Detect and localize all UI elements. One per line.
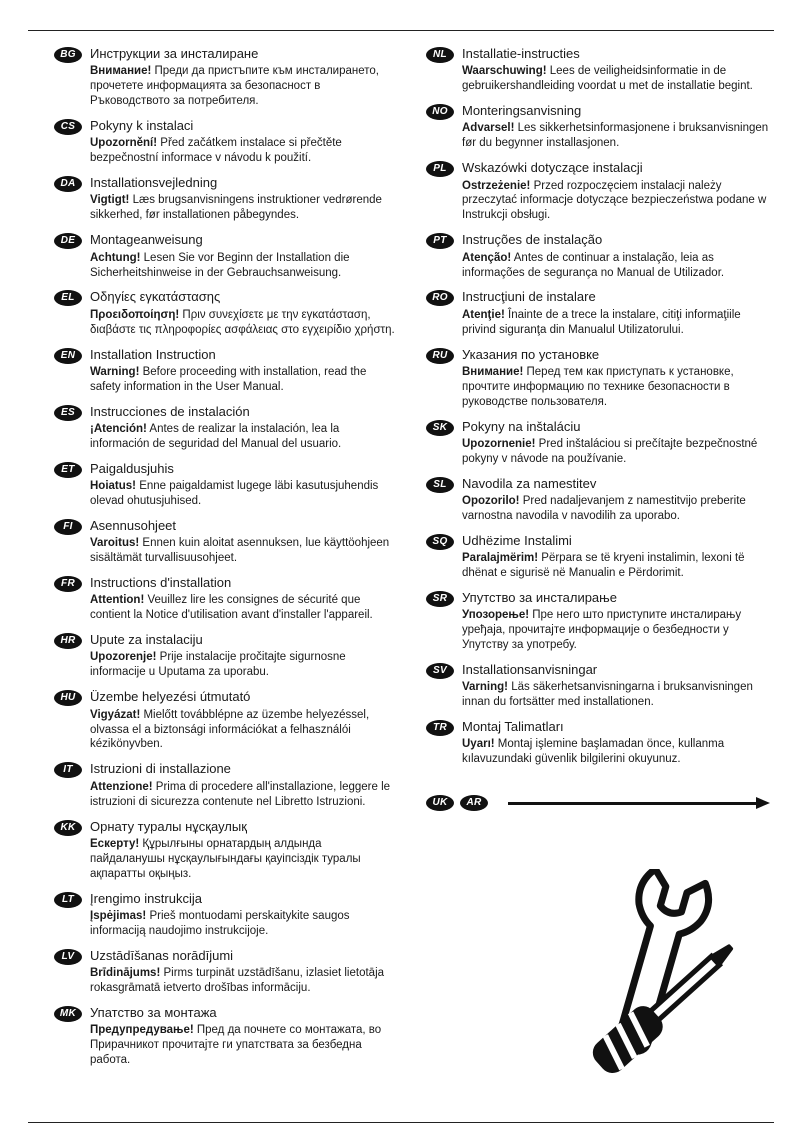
language-entry-content xyxy=(90,891,398,939)
warning-lead: Ескерту! xyxy=(90,837,140,850)
language-entry-content xyxy=(90,575,398,623)
warning-text xyxy=(462,680,770,710)
language-entry-content xyxy=(462,103,770,151)
language-title: Paigaldusjuhis xyxy=(90,460,174,476)
warning-rest: Prije instalacije pročitajte sigurnosne informacije u Uputama za uporabu. xyxy=(90,651,346,679)
warning-rest: Læs brugsanvisningens instruktioner vedrørende sikkerhed, før installationen påbegyndes. xyxy=(90,194,382,222)
language-title: Орнату туралы нұсқаулық xyxy=(90,818,247,834)
warning-lead: Warning! xyxy=(90,365,140,378)
bottom-rule xyxy=(28,1122,774,1123)
language-code-badge: BG xyxy=(54,47,82,63)
language-entry xyxy=(426,719,770,767)
language-code-badge: TR xyxy=(426,720,454,736)
warning-text xyxy=(462,608,770,653)
warning-text xyxy=(90,966,398,996)
warning-rest: Lees de veiligheidsinformatie in de gebruikershandleiding voordat u met de installatie begint. xyxy=(462,65,753,93)
language-title: Instrucţiuni de instalare xyxy=(462,289,596,305)
language-title: Упатство за монтажа xyxy=(90,1004,217,1020)
language-entry-content xyxy=(462,533,770,581)
language-code-badge: ES xyxy=(54,405,82,421)
warning-lead: Atenção! xyxy=(462,251,512,264)
warning-rest: Пре него што приступите инсталирању уређаја, прочитајте информације о безбедности у Упутству за употребу. xyxy=(462,609,742,652)
warning-lead: Vigtigt! xyxy=(90,194,130,207)
warning-text xyxy=(90,365,398,395)
language-entry xyxy=(426,46,770,94)
warning-text xyxy=(90,136,398,166)
language-title: Installation Instruction xyxy=(90,346,216,362)
language-title: Montaj Talimatları xyxy=(462,719,564,735)
warning-lead: Waarschuwing! xyxy=(462,65,547,78)
warning-lead: Упозорење! xyxy=(462,609,530,622)
right-column-entries xyxy=(426,46,770,767)
language-entry-content xyxy=(90,632,398,680)
language-title: Upute za instalaciju xyxy=(90,632,203,648)
warning-rest: Veuillez lire les consignes de sécurité que contient la Notice d'utilisation avant d'installer l'appareil. xyxy=(90,594,373,622)
warning-lead: Upozorenje! xyxy=(90,651,157,664)
language-entry xyxy=(54,461,398,509)
language-title: Üzembe helyezési útmutató xyxy=(90,689,251,705)
warning-lead: Varning! xyxy=(462,681,509,694)
language-entry xyxy=(426,103,770,151)
language-entry xyxy=(54,689,398,752)
warning-text xyxy=(462,308,770,338)
language-entry-content xyxy=(462,476,770,524)
warning-text xyxy=(90,536,398,566)
language-code-badge: RO xyxy=(426,290,454,306)
language-entry xyxy=(54,518,398,566)
language-title: Instrucciones de instalación xyxy=(90,403,250,419)
language-code-badge: SQ xyxy=(426,534,454,550)
warning-text xyxy=(462,551,770,581)
warning-text xyxy=(90,308,398,338)
warning-text xyxy=(462,121,770,151)
warning-lead: Предупредување! xyxy=(90,1024,194,1037)
warning-rest: Pred inštaláciou si prečítajte bezpečnostné pokyny v návode na používanie. xyxy=(462,437,758,465)
warning-rest: Pirms turpināt uzstādīšanu, izlasiet lietotāja rokasgrāmatā ietverto drošības informāciju. xyxy=(90,966,385,994)
language-code-badge: EN xyxy=(54,348,82,364)
language-entry xyxy=(54,404,398,452)
language-title: Asennusohjeet xyxy=(90,517,177,533)
language-entry-content xyxy=(462,419,770,467)
warning-lead: Ostrzeżenie! xyxy=(462,179,531,192)
language-entry-content xyxy=(462,347,770,410)
left-column xyxy=(54,46,398,1112)
language-title: Montageanweisung xyxy=(90,232,203,248)
language-entry-content xyxy=(90,518,398,566)
warning-rest: Prima di procedere all'installazione, leggere le istruzioni di sicurezza contenute nel Libretto Istruzioni. xyxy=(90,780,391,808)
language-title: Installatie-instructies xyxy=(462,46,580,61)
right-arrow-icon xyxy=(508,802,758,805)
warning-text xyxy=(462,494,770,524)
language-code-badge: SR xyxy=(426,591,454,607)
language-title: Указания по установке xyxy=(462,346,600,362)
warning-text xyxy=(462,365,770,410)
warning-text xyxy=(90,708,398,753)
language-entry xyxy=(54,118,398,166)
warning-text xyxy=(90,780,398,810)
warning-lead: ¡Atención! xyxy=(90,422,147,435)
language-entry xyxy=(54,289,398,337)
language-entry xyxy=(426,289,770,337)
language-entry xyxy=(54,46,398,109)
warning-rest: Antes de realizar la instalación, lea la información de seguridad del Manual del usuario. xyxy=(90,422,342,450)
language-code-badge: FR xyxy=(54,576,82,592)
language-entry-content xyxy=(462,160,770,223)
language-entry-content xyxy=(462,590,770,653)
warning-rest: Enne paigaldamist lugege läbi kasutusjuhendis olevad ohutusjuhised. xyxy=(90,480,379,507)
warning-text xyxy=(462,437,770,467)
warning-lead: Upozornenie! xyxy=(462,437,536,450)
language-entry-content xyxy=(90,948,398,996)
language-entry xyxy=(426,160,770,223)
language-entry-content xyxy=(90,347,398,395)
language-title: Instruções de instalação xyxy=(462,232,603,248)
language-title: Istruzioni di installazione xyxy=(90,761,231,777)
language-entry-content xyxy=(90,819,398,882)
language-entry xyxy=(426,347,770,410)
right-column xyxy=(426,46,770,1112)
language-code-badge-ar: AR xyxy=(460,795,488,811)
language-entry xyxy=(426,662,770,710)
language-code-badge: NL xyxy=(426,47,454,63)
language-entry xyxy=(54,891,398,939)
top-rule xyxy=(28,30,774,31)
warning-lead: Opozorilo! xyxy=(462,495,520,507)
language-code-badge: CS xyxy=(54,119,82,135)
language-entry xyxy=(426,476,770,524)
warning-lead: Προειδοποίηση! xyxy=(90,308,180,321)
language-code-badge: FI xyxy=(54,519,82,535)
warning-text xyxy=(90,837,398,882)
language-title: Wskazówki dotyczące instalacji xyxy=(462,160,643,176)
language-title: Инструкции за инсталиране xyxy=(90,46,259,61)
warning-rest: Пред да почнете со монтажата, во Прирачникот прочитајте ги упатствата за безбедна работа. xyxy=(90,1024,382,1066)
warning-rest: Läs säkerhetsanvisningarna i bruksanvisningen innan du fortsätter med installationen. xyxy=(462,681,753,709)
warning-lead: Paralajmërim! xyxy=(462,552,539,565)
language-entry xyxy=(54,761,398,809)
footer-language-row xyxy=(426,795,770,811)
language-entry xyxy=(54,819,398,882)
language-code-badge: SL xyxy=(426,477,454,493)
language-entry xyxy=(54,948,398,996)
language-entry-content xyxy=(90,689,398,752)
language-entry xyxy=(54,1005,398,1068)
language-entry-content xyxy=(90,461,398,509)
warning-text xyxy=(90,593,398,623)
warning-rest: Ennen kuin aloitat asennuksen, lue käyttöohjeen sisältämät turvallisuusohjeet. xyxy=(90,537,390,565)
language-title: Οδηγίες εγκατάστασης xyxy=(90,289,221,305)
language-title: Instructions d'installation xyxy=(90,575,232,591)
language-title: Įrengimo instrukcija xyxy=(90,890,202,906)
language-entry-content xyxy=(90,175,398,223)
warning-text xyxy=(90,650,398,680)
language-title: Uzstādīšanas norādījumi xyxy=(90,947,234,963)
warning-text xyxy=(90,479,398,509)
tools-illustration-wrap xyxy=(426,869,770,1084)
warning-lead: Įspėjimas! xyxy=(90,909,147,922)
warning-lead: Varoitus! xyxy=(90,537,140,550)
warning-rest: Mielőtt továbblépne az üzembe helyezéssel, olvassa el a biztonsági információkat a felhasználói kézikönyvben. xyxy=(90,708,370,751)
language-entry xyxy=(426,419,770,467)
language-entry-content xyxy=(90,761,398,809)
language-title: Упутство за инсталирање xyxy=(462,590,617,605)
warning-text xyxy=(90,64,398,109)
language-entry-content xyxy=(90,289,398,337)
language-code-badge: HU xyxy=(54,690,82,706)
warning-lead: Внимание! xyxy=(90,65,152,78)
warning-lead: Upozornění! xyxy=(90,137,158,150)
language-code-badge: LT xyxy=(54,892,82,908)
language-entry-content xyxy=(90,118,398,166)
language-entry xyxy=(54,232,398,280)
language-entry-content xyxy=(462,719,770,767)
language-code-badge-uk: UK xyxy=(426,795,454,811)
wrench-and-screwdriver-icon xyxy=(576,869,766,1084)
language-entry xyxy=(426,232,770,280)
language-code-badge: IT xyxy=(54,762,82,778)
language-title: Pokyny na inštaláciu xyxy=(462,418,581,434)
language-entry-content xyxy=(462,662,770,710)
warning-text xyxy=(90,422,398,452)
warning-rest: Преди да пристъпите към инсталирането, прочетете информацията за безопасност в Ръководството за потребителя. xyxy=(90,65,379,108)
language-code-badge: SV xyxy=(426,663,454,679)
language-code-badge: EL xyxy=(54,290,82,306)
language-entry-content xyxy=(90,46,398,109)
language-code-badge: PT xyxy=(426,233,454,249)
language-title: Installationsanvisningar xyxy=(462,662,598,678)
language-entry xyxy=(54,632,398,680)
warning-text xyxy=(90,193,398,223)
language-entry-content xyxy=(90,404,398,452)
language-code-badge: KK xyxy=(54,820,82,836)
warning-text xyxy=(462,737,770,767)
language-title: Installationsvejledning xyxy=(90,175,218,191)
language-entry-content xyxy=(462,46,770,94)
warning-lead: Atenţie! xyxy=(462,308,505,321)
warning-rest: Lesen Sie vor Beginn der Installation die Sicherheitshinweise in der Gebrauchsanweisung. xyxy=(90,251,350,279)
warning-lead: Uyarı! xyxy=(462,738,495,751)
warning-rest: Înainte de a trece la instalare, citiţi informaţiile privind siguranţa din Manualul Utilizatorului. xyxy=(462,308,741,336)
language-title: Pokyny k instalaci xyxy=(90,118,194,134)
language-entry xyxy=(54,175,398,223)
warning-lead: Attenzione! xyxy=(90,780,153,793)
warning-rest: Prieš montuodami perskaitykite saugos informaciją naudojimo instrukcijoje. xyxy=(90,909,350,937)
language-code-badge: ET xyxy=(54,462,82,478)
warning-rest: Před začátkem instalace si přečtěte bezpečnostní informace v návodu k použití. xyxy=(90,137,342,165)
warning-rest: Przed rozpoczęciem instalacji należy przeczytać informacje dotyczące bezpieczeństwa podane w Instrukcji obsługi. xyxy=(462,179,767,222)
warning-lead: Advarsel! xyxy=(462,122,515,135)
language-code-badge: RU xyxy=(426,348,454,364)
warning-rest: Before proceeding with installation, read the safety information in the User Manual. xyxy=(90,365,367,393)
language-entry xyxy=(54,575,398,623)
language-entry-content xyxy=(90,1005,398,1068)
language-code-badge: LV xyxy=(54,949,82,965)
warning-text xyxy=(90,909,398,939)
warning-lead: Vigyázat! xyxy=(90,708,141,721)
language-entry-content xyxy=(462,232,770,280)
warning-rest: Құрылғыны орнатардың алдында пайдаланушы нұсқаулығындағы қауіпсіздік туралы ақпаратты оқыңыз. xyxy=(90,837,361,880)
language-title: Monteringsanvisning xyxy=(462,103,582,119)
warning-lead: Hoiatus! xyxy=(90,480,136,493)
language-code-badge: SK xyxy=(426,420,454,436)
language-code-badge: HR xyxy=(54,633,82,649)
warning-lead: Внимание! xyxy=(462,365,524,378)
language-code-badge: DE xyxy=(54,233,82,249)
warning-lead: Brīdinājums! xyxy=(90,966,161,979)
warning-rest: Перед тем как приступать к установке, прочтите информацию по технике безопасности в руководстве пользователя. xyxy=(462,365,734,408)
warning-rest: Πριν συνεχίσετε με την εγκατάσταση, διαβάστε τις πληροφορίες ασφάλειας στο εγχειρίδιο χρήστη. xyxy=(90,308,395,336)
language-title: Navodila za namestitev xyxy=(462,475,597,491)
warning-rest: Pred nadaljevanjem z namestitvijo preberite varnostna navodila v navodilih za uporabo. xyxy=(462,495,746,522)
language-entry-content xyxy=(90,232,398,280)
language-entry-content xyxy=(462,289,770,337)
warning-text xyxy=(90,251,398,281)
warning-rest: Përpara se të kryeni instalimin, lexoni të dhënat e sigurisë në Manualin e Përdorimit. xyxy=(462,552,745,580)
language-title: Udhëzime Instalimi xyxy=(462,532,572,548)
warning-text xyxy=(90,1023,398,1068)
warning-rest: Montaj işlemine başlamadan önce, kullanma kılavuzundaki güvenlik bilgilerini okuyunuz. xyxy=(462,738,725,766)
language-code-badge: MK xyxy=(54,1006,82,1022)
warning-text xyxy=(462,251,770,281)
language-entry xyxy=(54,347,398,395)
language-code-badge: NO xyxy=(426,104,454,120)
language-code-badge: DA xyxy=(54,176,82,192)
language-entry xyxy=(426,533,770,581)
warning-text xyxy=(462,179,770,224)
language-entry xyxy=(426,590,770,653)
warning-lead: Achtung! xyxy=(90,251,141,264)
warning-rest: Antes de continuar a instalação, leia as informações de segurança no Manual de Utilizador. xyxy=(462,251,725,279)
manual-page xyxy=(54,46,770,1112)
warning-lead: Attention! xyxy=(90,594,145,607)
language-code-badge: PL xyxy=(426,161,454,177)
warning-text xyxy=(462,64,770,94)
warning-rest: Les sikkerhetsinformasjonene i bruksanvisningen før du begynner installasjonen. xyxy=(462,122,769,150)
